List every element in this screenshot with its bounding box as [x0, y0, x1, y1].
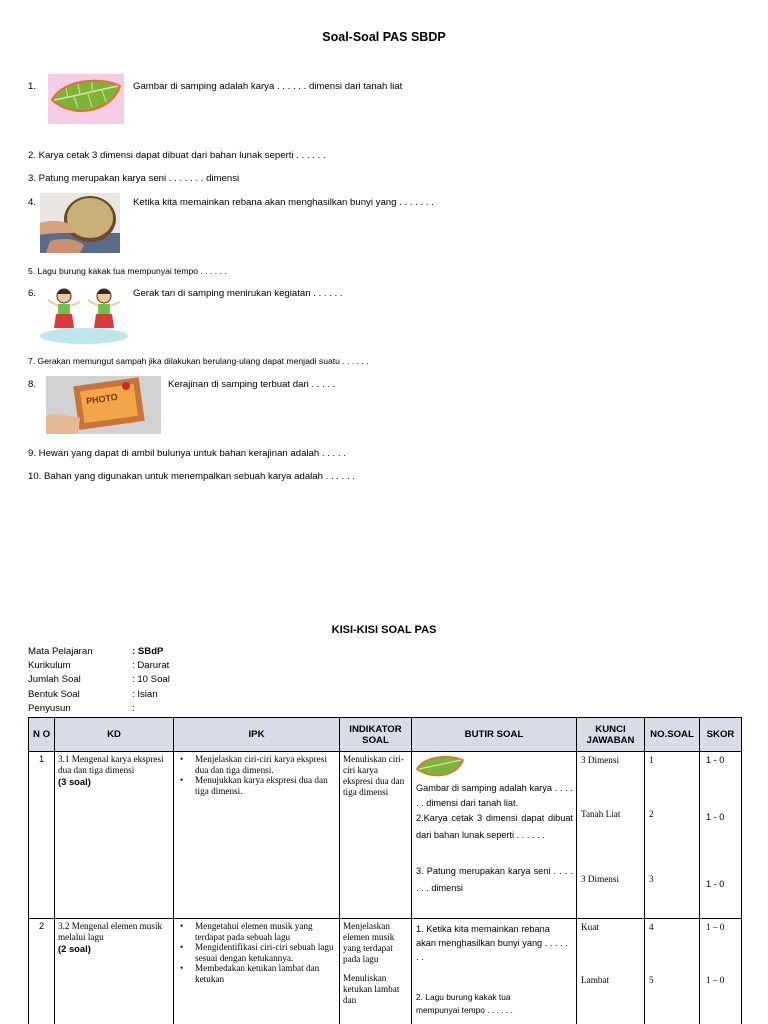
butir-1: Gambar di samping adalah karya . . . . . . dimensi dari tanah liat.: [416, 783, 573, 808]
leaf-clay-icon: [415, 753, 465, 783]
indikator-1: Menjelaskan elemen musik yang terdapat pada lagu: [343, 921, 395, 964]
butir-1: 1. Ketika kita memainkan rebana akan menghasilkan bunyi yang . . . . . . .: [416, 924, 568, 962]
meta-value: : 10 Soal: [132, 674, 170, 686]
question-10: 10. Bahan yang digunakan untuk menempalkan sebuah karya adalah . . . . . .: [28, 471, 355, 482]
question-2: 2. Karya cetak 3 dimensi dapat dibuat dari bahan lunak seperti . . . . . .: [28, 150, 326, 161]
kisi-table: [28, 717, 742, 1024]
kd-count: (3 soal): [58, 776, 91, 787]
row-kunci: [577, 919, 645, 1024]
kunci-1: 3 Dimensi: [581, 755, 620, 765]
question-9: 9. Hewan yang dapat di ambil bulunya untuk bahan kerajinan adalah . . . . .: [28, 448, 346, 459]
table-row: [29, 919, 742, 1024]
question-8-text: Kerajinan di samping terbuat dari . . . . .: [168, 379, 336, 390]
header-nosoal: NO.SOAL: [645, 718, 700, 752]
header-indikator: INDIKATOR SOAL: [340, 718, 412, 752]
skor-3: 1 - 0: [706, 879, 725, 889]
question-1-text: Gambar di samping adalah karya . . . . . . dimensi dari tanah liat: [133, 81, 403, 92]
row-kd: [55, 919, 174, 1024]
kunci-1: Kuat: [581, 922, 599, 932]
meta-value: : Isian: [132, 688, 158, 700]
row-nosoal: [645, 752, 700, 919]
row-butir: [412, 919, 577, 1024]
kunci-3: 3 Dimensi: [581, 874, 620, 884]
skor-1: 1 - 0: [706, 755, 725, 765]
skor-2: 1 – 0: [706, 975, 725, 985]
header-kd: KD: [55, 718, 174, 752]
meta-value: : Darurat: [132, 660, 170, 672]
butir-2: 2. Lagu burung kakak tua mempunyai tempo . . . . . .: [416, 992, 513, 1015]
row-indikator: [340, 919, 412, 1024]
row-skor: [700, 919, 742, 1024]
header-skor: SKOR: [700, 718, 742, 752]
row-no: 1: [29, 752, 55, 919]
nosoal-2: 2: [649, 809, 654, 819]
row-butir: [412, 752, 577, 919]
ipk-item: • Membedakan ketukan lambat dan ketukan: [177, 963, 336, 984]
question-1-number: 1.: [28, 81, 37, 92]
ipk-item: • Menujukkan karya ekspresi dua dan tiga dimensi.: [177, 775, 336, 796]
question-7: 7. Gerakan memungut sampah jika dilakukan berulang-ulang dapat menjadi suatu . . . . . .: [28, 356, 369, 366]
row-skor: [700, 752, 742, 919]
ipk-item: • Mengetahui elemen musik yang terdapat pada sebuah lagu: [177, 921, 336, 942]
indikator-2: Menuliskan ketukan lambat dan: [343, 973, 400, 1005]
nosoal-1: 1: [649, 755, 654, 765]
meta-label: Kurikulum: [28, 660, 71, 672]
question-3: 3. Patung merupakan karya seni . . . . . . . dimensi: [28, 173, 240, 184]
kd-count: (2 soal): [58, 943, 91, 954]
rebana-drum-icon: [40, 193, 120, 253]
question-4-number: 4.: [28, 197, 37, 208]
leaf-clay-icon: [48, 74, 124, 124]
header-ipk: IPK: [174, 718, 340, 752]
nosoal-1: 4: [649, 922, 654, 932]
kisi-meta: [28, 646, 170, 717]
butir-3: 3. Patung merupakan karya seni . . . . . . . dimensi: [416, 866, 573, 893]
question-6-number: 6.: [28, 288, 37, 299]
row-ipk: [174, 752, 340, 919]
skor-2: 1 - 0: [706, 812, 725, 822]
row-nosoal: [645, 919, 700, 1024]
meta-value: :: [132, 702, 135, 714]
row-kd: [55, 752, 174, 919]
meta-label: Penyusun: [28, 702, 71, 714]
kisi-title: KISI-KISI SOAL PAS: [331, 624, 437, 636]
row-indikator: Menuliskan ciri-ciri karya ekspresi dua dan tiga dimensi: [340, 752, 412, 919]
kunci-2: Tanah Liat: [581, 809, 621, 819]
ipk-item: • Mengidentifikasi ciri-ciri sebuah lagu sesuai dengan ketukannya.: [177, 942, 336, 963]
photo-frame-text: PHOTO: [85, 391, 119, 407]
kd-text: 3.2 Mengenal elemen musik melalui lagu: [58, 921, 163, 942]
kunci-2: Lambat: [581, 975, 610, 985]
question-6-text: Gerak tari di samping menirukan kegiatan . . . . . .: [133, 288, 343, 299]
meta-value: : SBdP: [132, 646, 164, 657]
page-title: Soal-Soal PAS SBDP: [322, 30, 446, 44]
kd-text: 3.1 Mengenal karya ekspresi dua dan tiga dimensi: [58, 754, 164, 775]
header-no: N O: [29, 718, 55, 752]
question-8-number: 8.: [28, 379, 37, 390]
butir-2: 2.Karya cetak 3 dimensi dapat dibuat dari bahan lunak seperti . . . . . .: [416, 813, 573, 840]
header-kunci: KUNCI JAWABAN: [577, 718, 645, 752]
question-4-text: Ketika kita memainkan rebana akan menghasilkan bunyi yang . . . . . . .: [133, 197, 434, 208]
row-no: 2: [29, 919, 55, 1024]
nosoal-3: 3: [649, 874, 654, 884]
table-row: [29, 752, 742, 919]
dancers-icon: [38, 286, 130, 344]
question-5: 5. Lagu burung kakak tua mempunyai tempo . . . . . .: [28, 266, 227, 276]
row-ipk: [174, 919, 340, 1024]
meta-label: Bentuk Soal: [28, 688, 80, 700]
meta-label: Jumlah Soal: [28, 674, 81, 686]
header-butir: BUTIR SOAL: [412, 718, 577, 752]
meta-label: Mata Pelajaran: [28, 646, 93, 657]
row-kunci: [577, 752, 645, 919]
skor-1: 1 – 0: [706, 922, 725, 932]
ipk-item: • Menjelaskan ciri-ciri karya ekspresi dua dan tiga dimensi.: [177, 754, 336, 775]
photo-frame-icon: [46, 376, 161, 434]
nosoal-2: 5: [649, 975, 654, 985]
